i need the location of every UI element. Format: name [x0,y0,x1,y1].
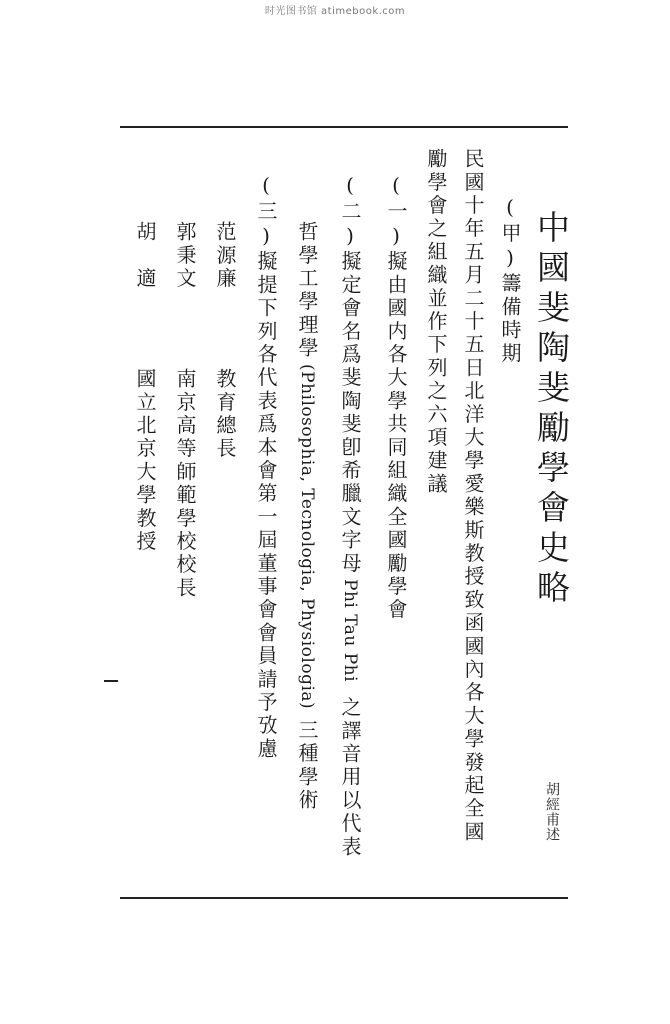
representative-name: 郭秉文 [173,221,197,291]
page-number [104,680,118,682]
proposal-2-cont-text-end: 三種學術 [295,719,319,813]
representative-title: 教育總長 [213,368,237,461]
proposal-2-cont-text: 哲學工學理學 [295,221,319,361]
top-rule [120,126,568,128]
proposal-3: (三)擬提下列各代表爲本會第一屆董事會會員請予攷慮 [254,173,278,761]
proposal-2-text: (二)擬定會名爲斐陶斐卽希臘文字母 [338,173,362,576]
author-credit: 胡經甫述 [544,782,560,842]
proposal-2-text-end: 之譯音用以代表 [338,696,362,859]
representative-title: 國立北京大學教授 [133,368,157,554]
paragraph-line-2: 勵學會之組織並作下列之六項建議 [424,148,448,496]
representative-name: 范源廉 [213,221,237,291]
proposal-2-cont-latin: (Philosophia, Tecnologia, Physiologia) [297,364,317,710]
bottom-rule [120,897,568,899]
representative-title: 南京高等師範學校校長 [173,368,197,600]
article-title: 中國斐陶斐勵學會史略 [532,210,571,610]
watermark: 时光图书馆 atimebook.com [264,6,406,17]
proposal-1: (一)擬由國内各大學共同組織全國勵學會 [384,173,408,622]
section-heading: (甲)籌備時期 [498,195,522,366]
representative-name: 胡 適 [133,221,157,291]
proposal-2-latin: Phi Tau Phi [340,579,360,683]
proposal-2 [340,173,360,859]
paragraph-line-1: 民國十年五月二十五日北洋大學愛樂斯教授致函國內各大學發起全國 [461,148,485,844]
proposal-2-continued [297,221,317,812]
